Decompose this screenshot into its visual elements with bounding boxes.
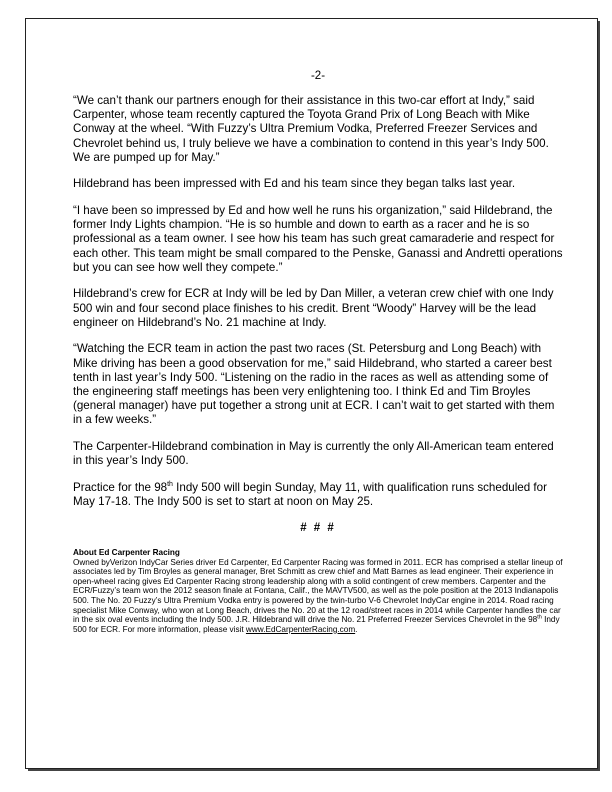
document-body xyxy=(73,70,563,634)
about-text-middle: Indy 500 for ECR. For more information, please visit xyxy=(73,615,560,634)
practice-ordinal-suffix: th xyxy=(167,480,173,488)
page-number: -2- xyxy=(310,70,326,82)
about-text-end: . xyxy=(355,624,358,634)
paragraph-crew: Hildebrand’s crew for ECR at Indy will be led by Dan Miller, a veteran crew chief with one Indy 500 win and four second place finishes to his credit. Brent “Woody” Harvey will be the lead engineer on Hildebrand’s No. 21 machine at Indy. xyxy=(73,287,554,329)
paragraph-hildebrand-quote: “I have been so impressed by Ed and how well he runs his organization,” said Hildebrand, the former Indy Lights champion. “He is so humble and down to earth as a racer and he is so professional as a team owner. I see how his team has such great camaraderie and respect for each other. This team might be small compared to the Penske, Ganassi and Andretti operations but you can see how well they compete.” xyxy=(73,204,563,274)
about-text-start: Owned byVerizon IndyCar Series driver Ed Carpenter, Ed Carpenter Racing was formed in 2011. ECR has comprised a stellar lineup of associates led by Tim Broyles as general manager, Bret Schmitt as crew chief and Matt Barnes as lead engineer. Their experience in open-wheel racing gives Ed Carpenter Racing strong leadership along with a solid contingent of crew members. Carpenter and the ECR/Fuzzy’s team won the 2012 season finale at Fontana, Calif., the MAVTV500, as well as the pole position at the 2013 Indianapolis 500. The No. 20 Fuzzy’s Ultra Premium Vodka entry is powered by the twin-turbo V-6 Chevrolet IndyCar engine in 2014. Road racing specialist Mike Conway, who won at Long Beach, drives the No. 20 at the 12 road/street races in 2014 while Carpenter handles the car in the six oval events including the Indy 500. J.R. Hildebrand will drive the No. 21 Preferred Freezer Services Chevrolet in the 98 xyxy=(73,557,563,625)
about-heading: About Ed Carpenter Racing xyxy=(73,547,180,557)
paragraph-hildebrand-impressed: Hildebrand has been impressed with Ed and his team since they began talks last year. xyxy=(73,177,516,191)
paragraph-all-american: The Carpenter-Hildebrand combination in May is currently the only All-American team entered in this year’s Indy 500. xyxy=(73,440,554,468)
paragraph-practice xyxy=(73,481,563,509)
practice-text-end: Indy 500 will begin Sunday, May 11, with qualification runs scheduled for May 17-18. The Indy 500 is set to start at noon on May 25. xyxy=(73,480,547,509)
about-ordinal-suffix: th xyxy=(537,614,542,621)
practice-text-start: Practice for the 98 xyxy=(73,480,168,494)
about-paragraph xyxy=(73,558,563,635)
page-shadow-right xyxy=(598,21,600,771)
end-mark: # # # xyxy=(300,521,336,534)
paragraph-carpenter-quote: “We can’t thank our partners enough for their assistance in this two-car effort at Indy,” said Carpenter, whose team recently captured the Toyota Grand Prix of Long Beach with Mike Conway at the wheel. “With Fuzzy’s Ultra Premium Vodka, Preferred Freezer Services and Chevrolet behind us, I truly believe we have a combination to contend in this year’s Indy 500. We are pumped up for May.” xyxy=(73,94,549,164)
paragraph-watching-ecr: “Watching the ECR team in action the past two races (St. Petersburg and Long Beach) with Mike driving has been a good observation for me,” said Hildebrand, who started a career best tenth in last year’s Indy 500. “Listening on the radio in the races as well as attending some of the engineering staff meetings has been very enlightening too. I think Ed and Tim Broyles (general manager) have put together a strong unit at ECR. I can’t wait to get started with them in a few weeks.” xyxy=(73,342,555,427)
website-link[interactable]: www.EdCarpenterRacing.com xyxy=(245,624,356,634)
page-shadow-bottom xyxy=(28,769,600,771)
